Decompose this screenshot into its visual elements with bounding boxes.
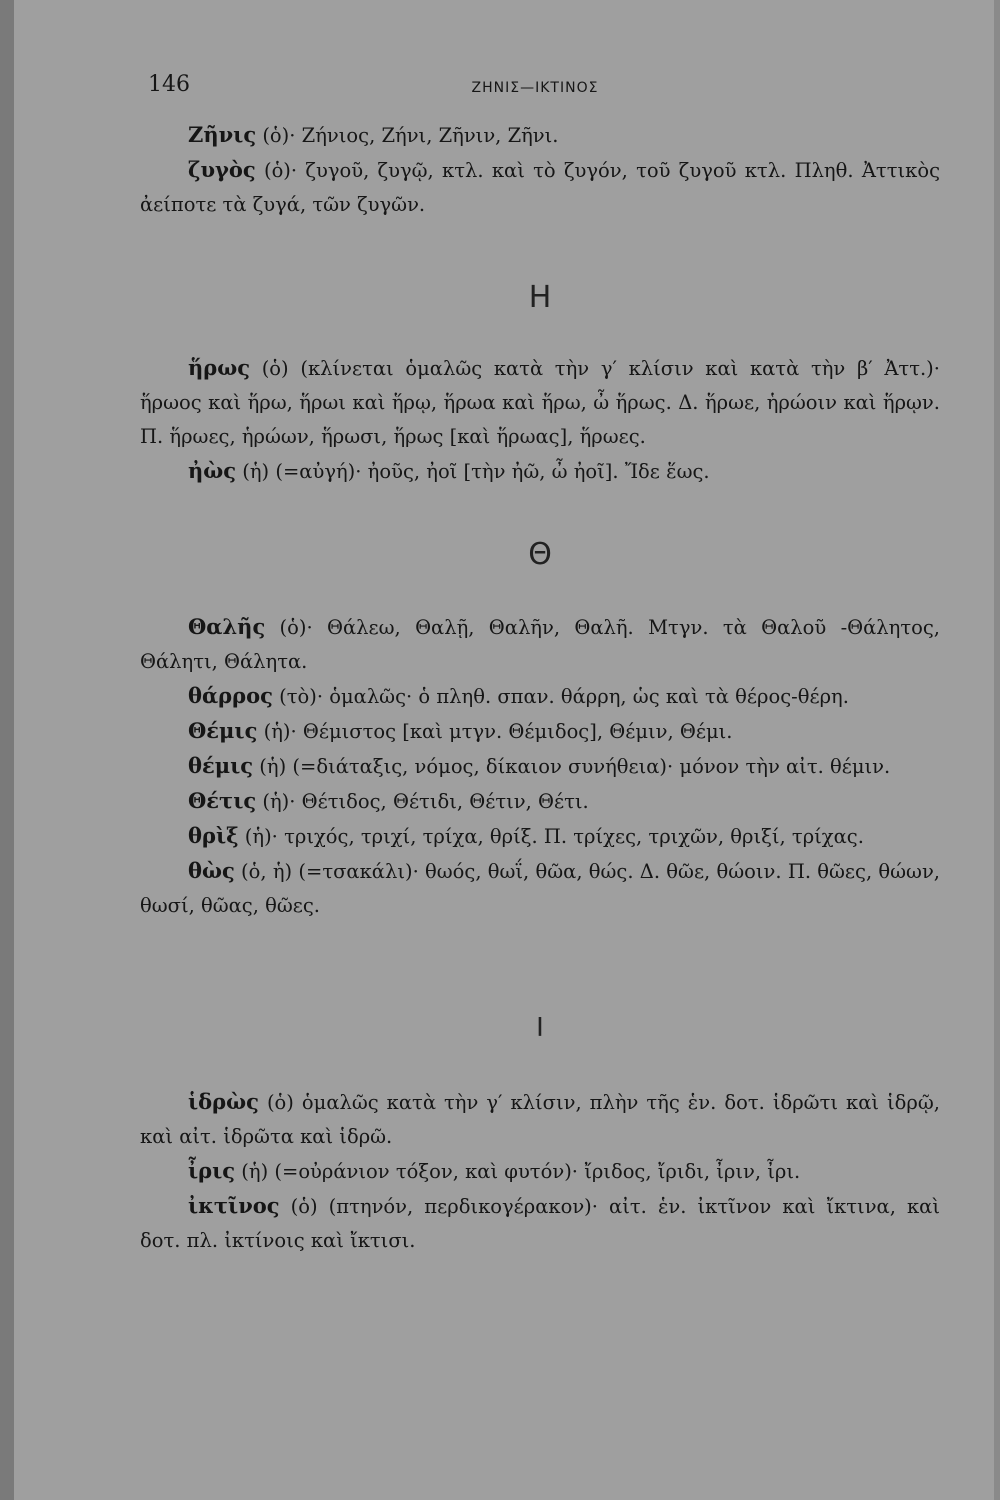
entry-thrix (140, 819, 940, 854)
entry-hidros (140, 1085, 940, 1154)
headword: θρὶξ (188, 823, 239, 848)
entry-text: (ἡ)· Θέτιδος, Θέτιδι, Θέτιν, Θέτι. (256, 790, 589, 813)
entry-themis (140, 749, 940, 784)
entry-iris (140, 1154, 940, 1189)
headword: ζυγὸς (188, 157, 256, 182)
entry-text: (ὁ) ὁμαλῶς κατὰ τὴν γ′ κλίσιν, πλὴν τῆς ἑν. δοτ. ἱδρῶτι καὶ ἱδρῷ, καὶ αἰτ. ἱδρῶτα καὶ ἱδρῶ. (140, 1091, 940, 1148)
entry-zenis (140, 118, 940, 153)
headword: ἱδρὼς (188, 1089, 259, 1114)
page-edge-left (0, 0, 14, 1500)
entry-text: (ἡ) (=οὐράνιον τόξον, καὶ φυτόν)· ἴριδος, ἴριδι, ἶριν, ἶρι. (235, 1160, 801, 1183)
headword: Θαλῆς (188, 614, 266, 639)
entry-text: (ὁ)· ζυγοῦ, ζυγῷ, κτλ. καὶ τὸ ζυγόν, τοῦ ζυγοῦ κτλ. Πληθ. Ἀττικὸς ἀείποτε τὰ ζυγά, τῶν ζυγῶν. (140, 159, 940, 216)
entry-thos (140, 854, 940, 923)
page-number: 146 (148, 72, 190, 97)
headword: ἠὼς (188, 458, 237, 483)
headword: Ζῆνις (188, 122, 257, 147)
headword: θὼς (188, 858, 235, 883)
headword: θέμις (188, 753, 254, 778)
entry-tharros (140, 679, 940, 714)
dictionary-content (140, 118, 940, 1258)
entry-thetis (140, 784, 940, 819)
entry-text: (ὁ)· Θάλεω, Θαλῇ, Θαλῆν, Θαλῆ. Μτγν. τὰ Θαλοῦ -Θάλητος, Θάλητι, Θάλητα. (140, 616, 940, 673)
entry-text: (ὁ) (πτηνόν, περδικογέρακον)· αἰτ. ἑν. ἰκτῖνον καὶ ἴκτινα, καὶ δοτ. πλ. ἰκτίνοις καὶ ἴκτισι. (140, 1195, 940, 1252)
entry-text: (τὸ)· ὁμαλῶς· ὁ πληθ. σπαν. θάρρη, ὡς καὶ τὰ θέρος-θέρη. (272, 685, 849, 708)
headword: θάρρος (188, 683, 273, 708)
section-letter-eta: Η (528, 280, 552, 315)
section-letter-theta: Θ (528, 537, 552, 572)
headword: ἶρις (188, 1158, 236, 1183)
page-header (140, 72, 930, 102)
entry-text: (ἡ)· τριχός, τριχί, τρίχα, θρίξ. Π. τρίχες, τριχῶν, θριξί, τρίχας. (238, 825, 864, 848)
entry-iktinos (140, 1189, 940, 1258)
entry-zygos (140, 153, 940, 222)
entry-text: (ἡ) (=διάταξις, νόμος, δίκαιον συνήθεια)· μόνον τὴν αἰτ. θέμιν. (253, 755, 891, 778)
entry-text: (ἡ)· Θέμιστος [καὶ μτγν. Θέμιδος], Θέμιν, Θέμι. (257, 720, 733, 743)
headword: Θέτις (188, 788, 257, 813)
entry-thales (140, 610, 940, 679)
headword: ἰκτῖνος (188, 1193, 280, 1218)
running-title: ΖΗΝΙΣ—ΙΚΤΙΝΟΣ (471, 80, 599, 96)
entry-themis-proper (140, 714, 940, 749)
headword: ἥρως (188, 355, 251, 380)
entry-text: (ὁ) (κλίνεται ὁμαλῶς κατὰ τὴν γ′ κλίσιν καὶ κατὰ τὴν β′ Ἀττ.)· ἥρωος καὶ ἥρω, ἥρωι καὶ ἥρῳ, ἥρωα καὶ ἥρω, ὦ ἥρως. Δ. ἥρωε, ἡρώοιν καὶ ἥρῳν. Π. ἥρωες, ἡρώων, ἥρωσι, ἥρως [καὶ ἥρωας], ἥρωες. (140, 357, 940, 448)
entry-text: (ὁ)· Ζήνιος, Ζήνι, Ζῆνιν, Ζῆνι. (256, 124, 559, 147)
entry-text: (ἡ) (=αὐγή)· ἠοῦς, ἠοῖ [τὴν ἠῶ, ὦ ἠοῖ]. Ἴδε ἕως. (236, 460, 710, 483)
headword: Θέμις (188, 718, 258, 743)
page-edge-right (994, 0, 1000, 1500)
entry-heros (140, 351, 940, 454)
entry-text: (ὁ, ἡ) (=τσακάλι)· θωός, θωΐ, θῶα, θώς. Δ. θῶε, θώοιν. Π. θῶες, θώων, θωσί, θῶας, θῶες. (140, 860, 940, 917)
entry-eos (140, 454, 940, 489)
section-letter-iota: Ι (536, 1013, 544, 1043)
